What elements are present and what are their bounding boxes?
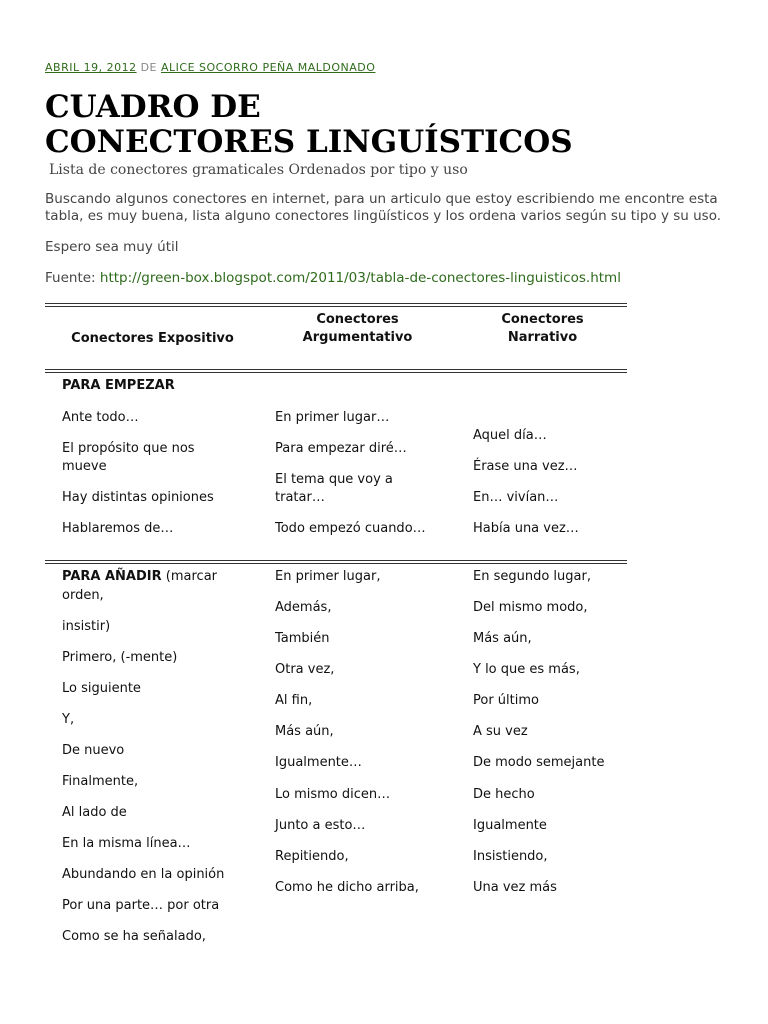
cell-s2-c1: En la misma línea… <box>62 836 191 851</box>
cell-s2-c1: Por una parte… por otra <box>62 898 220 913</box>
cell-s2-c3: Igualmente <box>473 818 547 833</box>
header-argumentativo-line-2: Argumentativo <box>302 330 413 345</box>
cell-s2-c3: De modo semejante <box>473 755 605 770</box>
section-title-anadir <box>62 568 217 586</box>
cell-s2-c2: En primer lugar, <box>275 569 381 584</box>
header-expositivo: Conectores Expositivo <box>71 331 234 346</box>
subtitle: Lista de conectores gramaticales Ordenados por tipo y uso <box>49 162 468 178</box>
cell-s2-c1: Abundando en la opinión <box>62 867 225 882</box>
cell-s1-c2: Todo empezó cuando… <box>275 521 426 536</box>
cell-s1-c1: mueve <box>62 459 107 474</box>
wish-paragraph: Espero sea muy útil <box>45 239 179 255</box>
post-meta <box>45 61 375 74</box>
author-link[interactable]: ALICE SOCORRO PEÑA MALDONADO <box>161 61 376 74</box>
cell-s2-c3: Una vez más <box>473 880 557 895</box>
cell-s2-c2: Igualmente… <box>275 755 362 770</box>
cell-s1-c3: Aquel día… <box>473 428 547 443</box>
cell-s2-c2: Otra vez, <box>275 662 335 677</box>
meta-by: DE <box>140 61 157 74</box>
cell-s2-c1: Primero, (-mente) <box>62 650 178 665</box>
cell-s2-c1: insistir) <box>62 619 111 634</box>
cell-s2-c2: También <box>275 631 330 646</box>
cell-s2-c1: Y, <box>62 712 75 727</box>
intro-line-1: Buscando algunos conectores en internet, para un articulo que estoy escribiendo me encontre esta <box>45 191 718 207</box>
cell-s1-c3: Había una vez… <box>473 521 579 536</box>
post-date-link[interactable]: ABRIL 19, 2012 <box>45 61 137 74</box>
cell-s1-c3: Érase una vez… <box>473 459 578 474</box>
cell-s2-c2: Repitiendo, <box>275 849 349 864</box>
cell-s1-c1: Hay distintas opiniones <box>62 490 214 505</box>
cell-s2-c2: Al fin, <box>275 693 313 708</box>
section-anadir-bold: PARA AÑADIR <box>62 569 162 584</box>
page-title <box>45 90 685 160</box>
intro-line-2: tabla, es muy buena, lista alguno conectores lingüísticos y los ordena varios según su tipo y su uso. <box>45 208 722 224</box>
header-narrativo-line-1: Conectores <box>501 312 584 327</box>
cell-s1-c1: Ante todo… <box>62 410 139 425</box>
source-label: Fuente: <box>45 270 96 286</box>
cell-s2-c1: Finalmente, <box>62 774 139 789</box>
header-narrativo <box>470 311 615 347</box>
cell-s1-c2: El tema que voy a <box>275 472 393 487</box>
cell-s2-c1: orden, <box>62 588 104 603</box>
cell-s2-c3: Del mismo modo, <box>473 600 588 615</box>
cell-s1-c1: El propósito que nos <box>62 441 195 456</box>
cell-s1-c3: En… vivían… <box>473 490 559 505</box>
cell-s2-c2: Como he dicho arriba, <box>275 880 419 895</box>
table-section-rule <box>45 560 627 564</box>
header-narrativo-line-2: Narrativo <box>507 330 578 345</box>
cell-s2-c2: Más aún, <box>275 724 334 739</box>
cell-s2-c3: Más aún, <box>473 631 532 646</box>
cell-s2-c3: Por último <box>473 693 539 708</box>
source-link[interactable]: http://green-box.blogspot.com/2011/03/tabla-de-conectores-linguisticos.html <box>99 270 621 286</box>
cell-s2-c2: Junto a esto… <box>275 818 366 833</box>
source-paragraph <box>45 270 735 287</box>
intro-paragraph <box>45 191 735 225</box>
cell-s2-c1: Al lado de <box>62 805 127 820</box>
header-argumentativo-line-1: Conectores <box>316 312 399 327</box>
cell-s2-c2: Lo mismo dicen… <box>275 787 391 802</box>
header-argumentativo <box>270 311 445 347</box>
title-line-2: CONECTORES LINGUÍSTICOS <box>45 124 573 160</box>
cell-s1-c2: Para empezar diré… <box>275 441 407 456</box>
table-top-rule <box>45 303 627 307</box>
section-title-empezar: PARA EMPEZAR <box>62 378 175 393</box>
cell-s2-c1: Lo siguiente <box>62 681 141 696</box>
cell-s2-c3: A su vez <box>473 724 528 739</box>
cell-s2-c2: Además, <box>275 600 332 615</box>
cell-s2-c3: En segundo lugar, <box>473 569 591 584</box>
cell-s1-c2: tratar… <box>275 490 325 505</box>
cell-s2-c3: Insistiendo, <box>473 849 548 864</box>
cell-s2-c3: De hecho <box>473 787 535 802</box>
cell-s2-c1: De nuevo <box>62 743 125 758</box>
title-line-1: CUADRO DE <box>45 89 261 125</box>
cell-s1-c1: Hablaremos de… <box>62 521 174 536</box>
section-anadir-rest: (marcar <box>165 569 218 584</box>
cell-s2-c3: Y lo que es más, <box>473 662 580 677</box>
table-header-rule <box>45 369 627 373</box>
cell-s2-c1: Como se ha señalado, <box>62 929 206 944</box>
cell-s1-c2: En primer lugar… <box>275 410 390 425</box>
